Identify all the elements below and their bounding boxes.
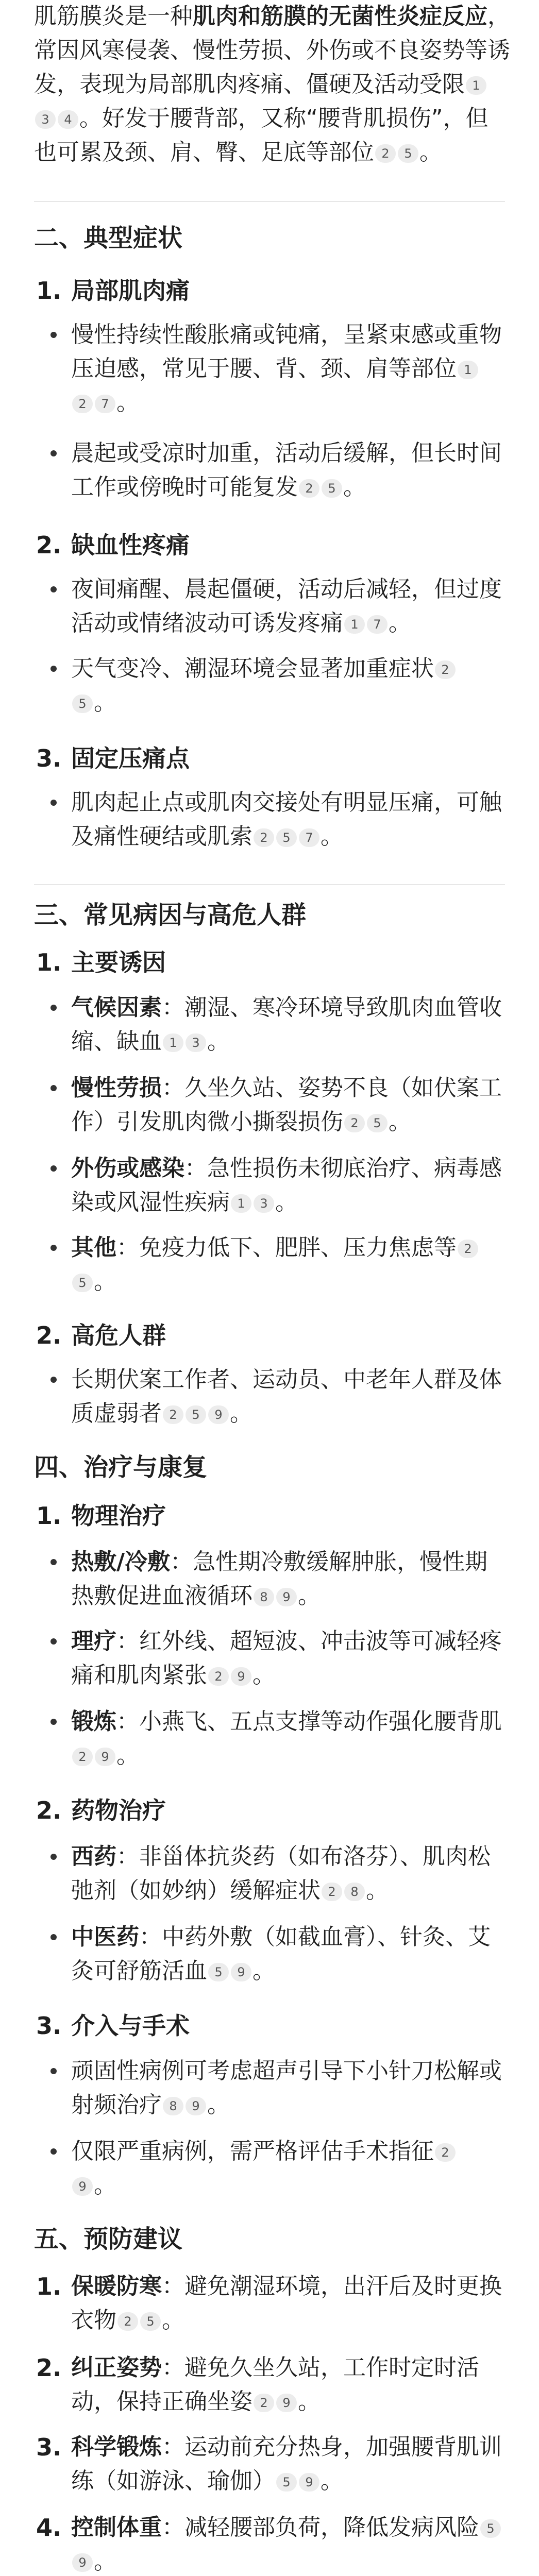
bullet-dot [50, 332, 57, 338]
intro-line-5: 也可累及颈、肩、臀、足底等部位 2 5 。 [34, 139, 442, 165]
list-number: 4. [36, 2514, 62, 2541]
list-number: 1. [36, 277, 62, 304]
bullet-dot [50, 1638, 57, 1645]
list-item-line: 夜间痛醒、晨起僵硬，活动后减轻，但过度 [71, 576, 502, 602]
intro-line-1: 肌筋膜炎是一种肌肉和筋膜的无菌性炎症反应， [34, 3, 510, 29]
citation-badge[interactable]: 1 [344, 615, 365, 634]
list-item-line: 外伤或感染：急性损伤未彻底治疗、病毒感 [71, 1155, 502, 1181]
citation-badge[interactable]: 1 [458, 361, 478, 379]
list-number: 1. [36, 2273, 62, 2300]
list-item-line: 5 。 [71, 687, 116, 718]
citation-badge[interactable]: 8 [344, 1883, 365, 1901]
citation-badge[interactable]: 9 [95, 1748, 115, 1766]
citation-badge[interactable]: 5 [140, 2312, 161, 2331]
subsection-title: 主要诱因 [71, 948, 166, 976]
citation-badge[interactable]: 9 [72, 2553, 93, 2572]
bullet-dot [50, 1377, 57, 1383]
list-item-line: 2 9 。 [71, 1740, 139, 1771]
citation-badge[interactable]: 4 [58, 110, 78, 129]
citation-badge[interactable]: 3 [254, 1194, 274, 1213]
list-item-line: 及痛性硬结或肌索 2 5 7 。 [71, 823, 343, 850]
citation-badge[interactable]: 5 [72, 694, 93, 713]
citation-badge[interactable]: 2 [163, 1405, 183, 1424]
list-number: 1. [36, 1502, 62, 1530]
list-item-line: 动，保持正确坐姿 2 9 。 [71, 2388, 321, 2415]
list-item-line: 作）引发肌肉微小撕裂损伤 2 5 。 [71, 1109, 411, 1135]
intro-line-4: 3 4 。好发于腰背部，又称“腰背肌损伤”，但 [34, 103, 489, 134]
citation-badge[interactable]: 9 [186, 2097, 206, 2115]
list-item-line: 缩、缺血 1 3 。 [71, 1028, 230, 1055]
list-item-line: 控制体重：减轻腰部负荷，降低发病风险 5 [71, 2512, 502, 2543]
section-title-causes: 三、常见病因与高危人群 [34, 901, 307, 929]
citation-badge[interactable]: 2 [299, 479, 319, 498]
citation-badge[interactable]: 9 [276, 2394, 297, 2412]
intro-line-2: 常因风寒侵袭、慢性劳损、外伤或不良姿势等诱 [34, 37, 510, 63]
citation-badge[interactable]: 8 [254, 1588, 274, 1606]
citation-badge[interactable]: 5 [398, 144, 418, 163]
list-item-line: 中医药：中药外敷（如截血膏）、针灸、艾 [71, 1924, 491, 1950]
list-number: 3. [36, 2012, 62, 2040]
bullet-dot [50, 1559, 57, 1565]
subsection-title: 高危人群 [71, 1321, 166, 1349]
citation-badge[interactable]: 2 [375, 144, 396, 163]
citation-badge[interactable]: 9 [208, 1405, 229, 1424]
list-item-line: 质虚弱者 2 5 9 。 [71, 1400, 252, 1427]
list-number: 2. [36, 1797, 62, 1824]
section-title-symptoms: 二、典型症状 [34, 224, 183, 252]
citation-badge[interactable]: 5 [208, 1963, 229, 1981]
subsection-title: 药物治疗 [71, 1797, 166, 1824]
citation-badge[interactable]: 5 [276, 2473, 297, 2492]
list-item-line: 其他：免疫力低下、肥胖、压力焦虑等 2 [71, 1232, 479, 1263]
citation-badge[interactable]: 2 [208, 1667, 229, 1686]
subsection-title: 局部肌肉痛 [71, 277, 190, 304]
citation-badge[interactable]: 9 [299, 2473, 319, 2492]
citation-badge[interactable]: 7 [95, 395, 115, 413]
citation-badge[interactable]: 2 [458, 1240, 478, 1258]
list-item-line: 染或风湿性疾病 1 3 。 [71, 1189, 298, 1215]
citation-badge[interactable]: 2 [117, 2312, 138, 2331]
bullet-dot [50, 1085, 57, 1091]
list-item-line: 工作或傍晚时可能复发 2 5 。 [71, 474, 366, 500]
list-item-line: 西药：非甾体抗炎药（如布洛芬）、肌肉松 [71, 1843, 491, 1870]
list-item-line: 仅限严重病例，需严格评估手术指征 2 [71, 2136, 457, 2167]
bullet-dot [50, 1719, 57, 1725]
citation-badge[interactable]: 1 [163, 1033, 183, 1052]
list-item-line: 顽固性病例可考虑超声引导下小针刀松解或 [71, 2058, 502, 2084]
list-item-line: 慢性劳损：久坐久站、姿势不良（如伏案工 [71, 1075, 502, 1101]
citation-badge[interactable]: 5 [480, 2519, 501, 2538]
citation-badge[interactable]: 5 [186, 1405, 206, 1424]
bullet-dot [50, 2148, 57, 2155]
citation-badge[interactable]: 5 [276, 828, 297, 847]
list-item-line: 热敷促进血液循环 8 9 。 [71, 1583, 321, 1609]
list-item-line: 2 7 。 [71, 387, 139, 418]
list-item-line: 射频治疗 8 9 。 [71, 2092, 230, 2118]
citation-badge[interactable]: 3 [186, 1033, 206, 1052]
citation-badge[interactable]: 9 [72, 2177, 93, 2196]
intro-line-3: 发，表现为局部肌肉疼痛、僵硬及活动受限 1 [34, 69, 487, 100]
bullet-dot [50, 1165, 57, 1172]
citation-badge[interactable]: 7 [299, 828, 319, 847]
section-title-prevention: 五、预防建议 [34, 2225, 183, 2253]
list-item-line: 锻炼：小燕飞、五点支撑等动作强化腰背肌 [71, 1708, 502, 1735]
citation-badge[interactable]: 1 [466, 76, 486, 95]
bullet-dot [50, 1854, 57, 1860]
list-item-line: 科学锻炼：运动前充分热身，加强腰背肌训 [71, 2434, 502, 2460]
bullet-dot [50, 450, 57, 456]
bullet-dot [50, 666, 57, 672]
section-title-treatment: 四、治疗与康复 [34, 1453, 208, 1482]
citation-badge[interactable]: 2 [254, 828, 274, 847]
list-number: 3. [36, 744, 62, 772]
citation-badge[interactable]: 5 [322, 479, 342, 498]
section-divider [34, 201, 505, 202]
list-item-line: 灸可舒筋活血 5 9 。 [71, 1958, 275, 1984]
citation-badge[interactable]: 7 [367, 615, 388, 634]
list-item-line: 热敷/冷敷：急性期冷敷缓解肿胀，慢性期 [71, 1549, 488, 1575]
list-item-line: 活动或情绪波动可诱发疼痛 1 7 。 [71, 610, 411, 636]
list-item-line: 9 。 [71, 2546, 116, 2576]
citation-badge[interactable]: 2 [254, 2394, 274, 2412]
citation-badge[interactable]: 9 [231, 1963, 251, 1981]
list-number: 1. [36, 948, 62, 976]
list-item-line: 衣物 2 5 。 [71, 2307, 184, 2333]
citation-badge[interactable]: 2 [344, 1114, 365, 1132]
citation-badge[interactable]: 2 [435, 660, 456, 679]
bullet-dot [50, 800, 57, 806]
list-item-line: 5 。 [71, 1266, 116, 1297]
list-number: 2. [36, 2354, 62, 2382]
list-item-line: 长期伏案工作者、运动员、中老年人群及体 [71, 1366, 502, 1393]
list-number: 3. [36, 2433, 62, 2461]
list-item-line: 压迫感，常见于腰、背、颈、肩等部位 1 [71, 353, 479, 384]
list-item-line: 痛和肌肉紧张 2 9 。 [71, 1662, 275, 1688]
citation-badge[interactable]: 5 [72, 1274, 93, 1292]
citation-badge[interactable]: 9 [276, 1588, 297, 1606]
subsection-title: 物理治疗 [71, 1502, 166, 1530]
section-divider [34, 884, 505, 885]
citation-badge[interactable]: 1 [231, 1194, 251, 1213]
citation-badge[interactable]: 2 [72, 395, 93, 413]
citation-badge[interactable]: 8 [163, 2097, 183, 2115]
list-item-line: 9 。 [71, 2170, 116, 2201]
list-item-line: 气候因素：潮湿、寒冷环境导致肌肉血管收 [71, 994, 502, 1021]
citation-badge[interactable]: 2 [322, 1883, 342, 1901]
citation-badge[interactable]: 3 [35, 110, 56, 129]
citation-badge[interactable]: 2 [72, 1748, 93, 1766]
citation-badge[interactable]: 5 [367, 1114, 388, 1132]
subsection-title: 介入与手术 [71, 2012, 190, 2040]
list-item-line: 理疗：红外线、超短波、冲击波等可减轻疼 [71, 1628, 502, 1654]
list-item-line: 肌肉起止点或肌肉交接处有明显压痛，可触 [71, 789, 502, 816]
list-item-line: 弛剂（如妙纳）缓解症状 2 8 。 [71, 1877, 389, 1904]
list-item-line: 纠正姿势：避免久坐久站，工作时定时活 [71, 2354, 479, 2381]
subsection-title: 固定压痛点 [71, 744, 190, 772]
list-number: 2. [36, 531, 62, 559]
bullet-dot [50, 1005, 57, 1011]
citation-badge[interactable]: 2 [435, 2143, 456, 2162]
citation-badge[interactable]: 9 [231, 1667, 251, 1686]
list-number: 2. [36, 1321, 62, 1349]
list-item-line: 练（如游泳、瑜伽） 5 9 。 [71, 2468, 343, 2494]
bullet-dot [50, 586, 57, 592]
bullet-dot [50, 1934, 57, 1940]
subsection-title: 缺血性疼痛 [71, 531, 190, 559]
list-item-line: 保暖防寒：避免潮湿环境，出汗后及时更换 [71, 2273, 502, 2299]
bullet-dot [50, 1245, 57, 1251]
list-item-line: 晨起或受凉时加重，活动后缓解，但长时间 [71, 440, 502, 466]
list-item-line: 天气变冷、潮湿环境会显著加重症状 2 [71, 653, 457, 684]
list-item-line: 慢性持续性酸胀痛或钝痛，呈紧束感或重物 [71, 321, 502, 348]
bullet-dot [50, 2068, 57, 2074]
